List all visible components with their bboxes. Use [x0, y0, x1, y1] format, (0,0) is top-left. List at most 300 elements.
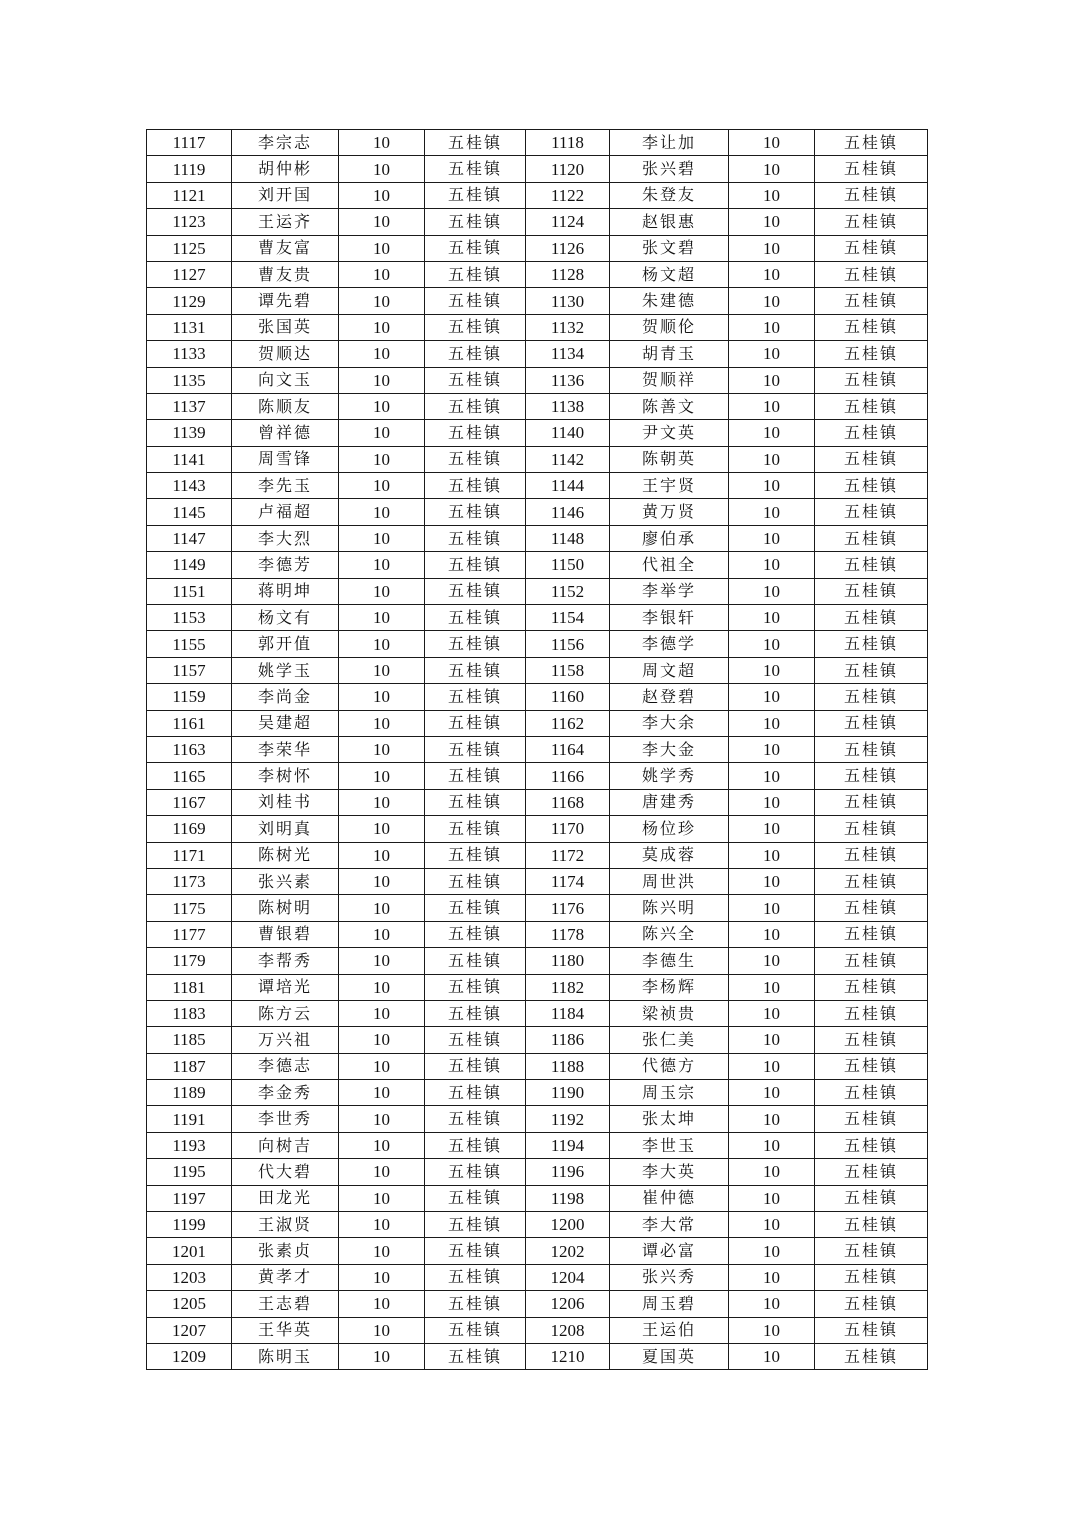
amount-cell: 10 [729, 1343, 815, 1369]
name-cell: 张兴素 [232, 868, 339, 894]
name-cell: 张素贞 [232, 1238, 339, 1264]
name-cell: 张文碧 [610, 235, 729, 261]
id-cell: 1196 [526, 1159, 610, 1185]
name-cell: 陈方云 [232, 1000, 339, 1026]
id-cell: 1171 [147, 842, 232, 868]
name-cell: 卢福超 [232, 499, 339, 525]
amount-cell: 10 [729, 1212, 815, 1238]
name-cell: 曾祥德 [232, 420, 339, 446]
table-row [147, 525, 928, 551]
amount-cell: 10 [339, 789, 425, 815]
name-cell: 黄万贤 [610, 499, 729, 525]
amount-cell: 10 [339, 552, 425, 578]
amount-cell: 10 [339, 156, 425, 182]
amount-cell: 10 [729, 710, 815, 736]
town-cell: 五桂镇 [425, 1027, 526, 1053]
id-cell: 1210 [526, 1343, 610, 1369]
id-cell: 1193 [147, 1132, 232, 1158]
id-cell: 1188 [526, 1053, 610, 1079]
name-cell: 王运伯 [610, 1317, 729, 1343]
amount-cell: 10 [339, 895, 425, 921]
town-cell: 五桂镇 [815, 1212, 928, 1238]
town-cell: 五桂镇 [425, 921, 526, 947]
table-row [147, 816, 928, 842]
town-cell: 五桂镇 [815, 1159, 928, 1185]
town-cell: 五桂镇 [815, 1080, 928, 1106]
amount-cell: 10 [339, 1080, 425, 1106]
town-cell: 五桂镇 [425, 393, 526, 419]
amount-cell: 10 [729, 1159, 815, 1185]
amount-cell: 10 [339, 235, 425, 261]
town-cell: 五桂镇 [815, 367, 928, 393]
name-cell: 李德芳 [232, 552, 339, 578]
table-row [147, 235, 928, 261]
town-cell: 五桂镇 [425, 895, 526, 921]
id-cell: 1169 [147, 816, 232, 842]
town-cell: 五桂镇 [425, 1264, 526, 1290]
town-cell: 五桂镇 [425, 1000, 526, 1026]
name-cell: 谭培光 [232, 974, 339, 1000]
amount-cell: 10 [339, 578, 425, 604]
id-cell: 1149 [147, 552, 232, 578]
town-cell: 五桂镇 [425, 974, 526, 1000]
town-cell: 五桂镇 [425, 1080, 526, 1106]
town-cell: 五桂镇 [815, 1238, 928, 1264]
name-cell: 李大英 [610, 1159, 729, 1185]
table-row [147, 605, 928, 631]
name-cell: 唐建秀 [610, 789, 729, 815]
amount-cell: 10 [339, 763, 425, 789]
town-cell: 五桂镇 [425, 525, 526, 551]
amount-cell: 10 [339, 1343, 425, 1369]
table-row [147, 1000, 928, 1026]
table-row [147, 261, 928, 287]
town-cell: 五桂镇 [815, 1053, 928, 1079]
name-cell: 尹文英 [610, 420, 729, 446]
town-cell: 五桂镇 [815, 235, 928, 261]
id-cell: 1158 [526, 657, 610, 683]
amount-cell: 10 [729, 657, 815, 683]
town-cell: 五桂镇 [815, 921, 928, 947]
id-cell: 1192 [526, 1106, 610, 1132]
table-row [147, 736, 928, 762]
name-cell: 李大烈 [232, 525, 339, 551]
id-cell: 1160 [526, 684, 610, 710]
amount-cell: 10 [339, 710, 425, 736]
amount-cell: 10 [729, 420, 815, 446]
id-cell: 1130 [526, 288, 610, 314]
name-cell: 李树怀 [232, 763, 339, 789]
id-cell: 1202 [526, 1238, 610, 1264]
amount-cell: 10 [339, 1132, 425, 1158]
table-row [147, 367, 928, 393]
name-cell: 贺顺达 [232, 341, 339, 367]
town-cell: 五桂镇 [815, 895, 928, 921]
table-body [147, 130, 928, 1370]
id-cell: 1157 [147, 657, 232, 683]
name-cell: 胡仲彬 [232, 156, 339, 182]
amount-cell: 10 [729, 1238, 815, 1264]
town-cell: 五桂镇 [425, 1317, 526, 1343]
name-cell: 李让加 [610, 130, 729, 156]
town-cell: 五桂镇 [425, 130, 526, 156]
name-cell: 陈兴明 [610, 895, 729, 921]
town-cell: 五桂镇 [815, 1317, 928, 1343]
amount-cell: 10 [729, 1106, 815, 1132]
id-cell: 1197 [147, 1185, 232, 1211]
amount-cell: 10 [729, 261, 815, 287]
id-cell: 1208 [526, 1317, 610, 1343]
amount-cell: 10 [729, 156, 815, 182]
name-cell: 杨文超 [610, 261, 729, 287]
amount-cell: 10 [339, 657, 425, 683]
id-cell: 1166 [526, 763, 610, 789]
amount-cell: 10 [729, 525, 815, 551]
id-cell: 1203 [147, 1264, 232, 1290]
town-cell: 五桂镇 [815, 710, 928, 736]
amount-cell: 10 [339, 1212, 425, 1238]
town-cell: 五桂镇 [815, 1264, 928, 1290]
town-cell: 五桂镇 [425, 789, 526, 815]
id-cell: 1143 [147, 473, 232, 499]
id-cell: 1121 [147, 182, 232, 208]
name-cell: 代大碧 [232, 1159, 339, 1185]
amount-cell: 10 [729, 1000, 815, 1026]
town-cell: 五桂镇 [425, 1159, 526, 1185]
name-cell: 李杨辉 [610, 974, 729, 1000]
id-cell: 1191 [147, 1106, 232, 1132]
id-cell: 1123 [147, 209, 232, 235]
town-cell: 五桂镇 [425, 657, 526, 683]
amount-cell: 10 [339, 1317, 425, 1343]
amount-cell: 10 [729, 684, 815, 710]
id-cell: 1137 [147, 393, 232, 419]
table-row [147, 1185, 928, 1211]
town-cell: 五桂镇 [815, 657, 928, 683]
id-cell: 1176 [526, 895, 610, 921]
amount-cell: 10 [339, 182, 425, 208]
town-cell: 五桂镇 [815, 1106, 928, 1132]
name-cell: 刘开国 [232, 182, 339, 208]
town-cell: 五桂镇 [425, 1053, 526, 1079]
name-cell: 黄孝才 [232, 1264, 339, 1290]
id-cell: 1174 [526, 868, 610, 894]
id-cell: 1129 [147, 288, 232, 314]
amount-cell: 10 [729, 288, 815, 314]
table-row [147, 130, 928, 156]
name-cell: 周文超 [610, 657, 729, 683]
id-cell: 1135 [147, 367, 232, 393]
amount-cell: 10 [339, 393, 425, 419]
town-cell: 五桂镇 [815, 393, 928, 419]
amount-cell: 10 [729, 789, 815, 815]
id-cell: 1207 [147, 1317, 232, 1343]
id-cell: 1139 [147, 420, 232, 446]
name-cell: 王志碧 [232, 1291, 339, 1317]
name-cell: 朱登友 [610, 182, 729, 208]
id-cell: 1168 [526, 789, 610, 815]
name-cell: 王运齐 [232, 209, 339, 235]
id-cell: 1170 [526, 816, 610, 842]
table-row [147, 499, 928, 525]
id-cell: 1181 [147, 974, 232, 1000]
name-cell: 张国英 [232, 314, 339, 340]
name-cell: 代祖全 [610, 552, 729, 578]
town-cell: 五桂镇 [425, 1291, 526, 1317]
town-cell: 五桂镇 [815, 1291, 928, 1317]
name-cell: 李德生 [610, 948, 729, 974]
town-cell: 五桂镇 [425, 420, 526, 446]
town-cell: 五桂镇 [815, 578, 928, 604]
id-cell: 1152 [526, 578, 610, 604]
name-cell: 李荣华 [232, 736, 339, 762]
amount-cell: 10 [339, 130, 425, 156]
town-cell: 五桂镇 [815, 499, 928, 525]
town-cell: 五桂镇 [425, 473, 526, 499]
town-cell: 五桂镇 [425, 816, 526, 842]
name-cell: 蒋明坤 [232, 578, 339, 604]
table-row [147, 1317, 928, 1343]
amount-cell: 10 [729, 1132, 815, 1158]
amount-cell: 10 [339, 948, 425, 974]
town-cell: 五桂镇 [815, 314, 928, 340]
amount-cell: 10 [729, 868, 815, 894]
id-cell: 1148 [526, 525, 610, 551]
table-row [147, 1343, 928, 1369]
town-cell: 五桂镇 [815, 525, 928, 551]
amount-cell: 10 [729, 1291, 815, 1317]
name-cell: 李宗志 [232, 130, 339, 156]
amount-cell: 10 [729, 631, 815, 657]
name-cell: 王宇贤 [610, 473, 729, 499]
town-cell: 五桂镇 [425, 552, 526, 578]
id-cell: 1183 [147, 1000, 232, 1026]
amount-cell: 10 [339, 631, 425, 657]
amount-cell: 10 [339, 367, 425, 393]
town-cell: 五桂镇 [815, 341, 928, 367]
amount-cell: 10 [339, 842, 425, 868]
id-cell: 1204 [526, 1264, 610, 1290]
name-cell: 陈善文 [610, 393, 729, 419]
amount-cell: 10 [729, 921, 815, 947]
name-cell: 陈朝英 [610, 446, 729, 472]
table-row [147, 1132, 928, 1158]
table-row [147, 393, 928, 419]
amount-cell: 10 [729, 605, 815, 631]
town-cell: 五桂镇 [425, 367, 526, 393]
town-cell: 五桂镇 [815, 1027, 928, 1053]
name-cell: 贺顺祥 [610, 367, 729, 393]
id-cell: 1145 [147, 499, 232, 525]
name-cell: 李大金 [610, 736, 729, 762]
id-cell: 1122 [526, 182, 610, 208]
amount-cell: 10 [339, 1291, 425, 1317]
amount-cell: 10 [729, 130, 815, 156]
name-cell: 周雪锋 [232, 446, 339, 472]
town-cell: 五桂镇 [425, 684, 526, 710]
table-row [147, 789, 928, 815]
table-row [147, 1212, 928, 1238]
town-cell: 五桂镇 [815, 736, 928, 762]
town-cell: 五桂镇 [425, 1132, 526, 1158]
amount-cell: 10 [729, 446, 815, 472]
amount-cell: 10 [729, 235, 815, 261]
amount-cell: 10 [729, 182, 815, 208]
town-cell: 五桂镇 [815, 552, 928, 578]
table-row [147, 631, 928, 657]
name-cell: 曹银碧 [232, 921, 339, 947]
id-cell: 1159 [147, 684, 232, 710]
town-cell: 五桂镇 [815, 631, 928, 657]
table-row [147, 420, 928, 446]
table-row [147, 1053, 928, 1079]
amount-cell: 10 [339, 605, 425, 631]
amount-cell: 10 [339, 341, 425, 367]
id-cell: 1120 [526, 156, 610, 182]
town-cell: 五桂镇 [815, 420, 928, 446]
name-cell: 赵登碧 [610, 684, 729, 710]
town-cell: 五桂镇 [425, 261, 526, 287]
amount-cell: 10 [339, 1238, 425, 1264]
amount-cell: 10 [729, 1185, 815, 1211]
amount-cell: 10 [729, 736, 815, 762]
name-cell: 代德方 [610, 1053, 729, 1079]
id-cell: 1163 [147, 736, 232, 762]
amount-cell: 10 [339, 1106, 425, 1132]
table-row [147, 288, 928, 314]
name-cell: 张太坤 [610, 1106, 729, 1132]
amount-cell: 10 [729, 578, 815, 604]
id-cell: 1124 [526, 209, 610, 235]
amount-cell: 10 [729, 1053, 815, 1079]
town-cell: 五桂镇 [425, 1238, 526, 1264]
amount-cell: 10 [729, 209, 815, 235]
id-cell: 1184 [526, 1000, 610, 1026]
table-row [147, 552, 928, 578]
id-cell: 1180 [526, 948, 610, 974]
id-cell: 1155 [147, 631, 232, 657]
id-cell: 1209 [147, 1343, 232, 1369]
id-cell: 1205 [147, 1291, 232, 1317]
name-cell: 杨文有 [232, 605, 339, 631]
town-cell: 五桂镇 [815, 130, 928, 156]
town-cell: 五桂镇 [425, 1343, 526, 1369]
table-row [147, 974, 928, 1000]
table-row [147, 1291, 928, 1317]
amount-cell: 10 [339, 974, 425, 1000]
table-row [147, 657, 928, 683]
table-row [147, 710, 928, 736]
amount-cell: 10 [339, 525, 425, 551]
id-cell: 1182 [526, 974, 610, 1000]
id-cell: 1150 [526, 552, 610, 578]
town-cell: 五桂镇 [425, 842, 526, 868]
name-cell: 刘桂书 [232, 789, 339, 815]
amount-cell: 10 [339, 446, 425, 472]
id-cell: 1125 [147, 235, 232, 261]
amount-cell: 10 [729, 842, 815, 868]
table-row [147, 314, 928, 340]
id-cell: 1200 [526, 1212, 610, 1238]
town-cell: 五桂镇 [815, 473, 928, 499]
name-cell: 李德学 [610, 631, 729, 657]
town-cell: 五桂镇 [425, 1106, 526, 1132]
amount-cell: 10 [339, 1159, 425, 1185]
table-row [147, 578, 928, 604]
id-cell: 1172 [526, 842, 610, 868]
name-cell: 万兴祖 [232, 1027, 339, 1053]
name-cell: 杨位珍 [610, 816, 729, 842]
name-cell: 赵银惠 [610, 209, 729, 235]
id-cell: 1206 [526, 1291, 610, 1317]
id-cell: 1153 [147, 605, 232, 631]
town-cell: 五桂镇 [815, 182, 928, 208]
amount-cell: 10 [339, 314, 425, 340]
name-cell: 王淑贤 [232, 1212, 339, 1238]
table-row [147, 842, 928, 868]
name-cell: 梁祯贵 [610, 1000, 729, 1026]
town-cell: 五桂镇 [815, 684, 928, 710]
amount-cell: 10 [729, 895, 815, 921]
id-cell: 1140 [526, 420, 610, 446]
table-row [147, 763, 928, 789]
amount-cell: 10 [729, 974, 815, 1000]
amount-cell: 10 [339, 209, 425, 235]
table-row [147, 684, 928, 710]
name-cell: 李世玉 [610, 1132, 729, 1158]
amount-cell: 10 [339, 921, 425, 947]
name-cell: 刘明真 [232, 816, 339, 842]
table-row [147, 209, 928, 235]
name-cell: 张兴秀 [610, 1264, 729, 1290]
table-row [147, 921, 928, 947]
amount-cell: 10 [339, 473, 425, 499]
town-cell: 五桂镇 [425, 235, 526, 261]
name-cell: 谭必富 [610, 1238, 729, 1264]
amount-cell: 10 [339, 684, 425, 710]
id-cell: 1132 [526, 314, 610, 340]
id-cell: 1126 [526, 235, 610, 261]
amount-cell: 10 [729, 393, 815, 419]
table-row [147, 1264, 928, 1290]
town-cell: 五桂镇 [815, 1132, 928, 1158]
table-row [147, 341, 928, 367]
town-cell: 五桂镇 [425, 763, 526, 789]
table-row [147, 1080, 928, 1106]
table-row [147, 182, 928, 208]
name-cell: 李大常 [610, 1212, 729, 1238]
table-row [147, 895, 928, 921]
id-cell: 1195 [147, 1159, 232, 1185]
town-cell: 五桂镇 [425, 446, 526, 472]
id-cell: 1185 [147, 1027, 232, 1053]
name-cell: 李帮秀 [232, 948, 339, 974]
town-cell: 五桂镇 [815, 868, 928, 894]
name-cell: 莫成蓉 [610, 842, 729, 868]
name-cell: 向树吉 [232, 1132, 339, 1158]
town-cell: 五桂镇 [425, 209, 526, 235]
name-cell: 周玉宗 [610, 1080, 729, 1106]
id-cell: 1147 [147, 525, 232, 551]
name-cell: 张兴碧 [610, 156, 729, 182]
name-cell: 陈兴全 [610, 921, 729, 947]
town-cell: 五桂镇 [425, 631, 526, 657]
town-cell: 五桂镇 [815, 209, 928, 235]
amount-cell: 10 [339, 288, 425, 314]
amount-cell: 10 [339, 499, 425, 525]
town-cell: 五桂镇 [425, 605, 526, 631]
id-cell: 1118 [526, 130, 610, 156]
